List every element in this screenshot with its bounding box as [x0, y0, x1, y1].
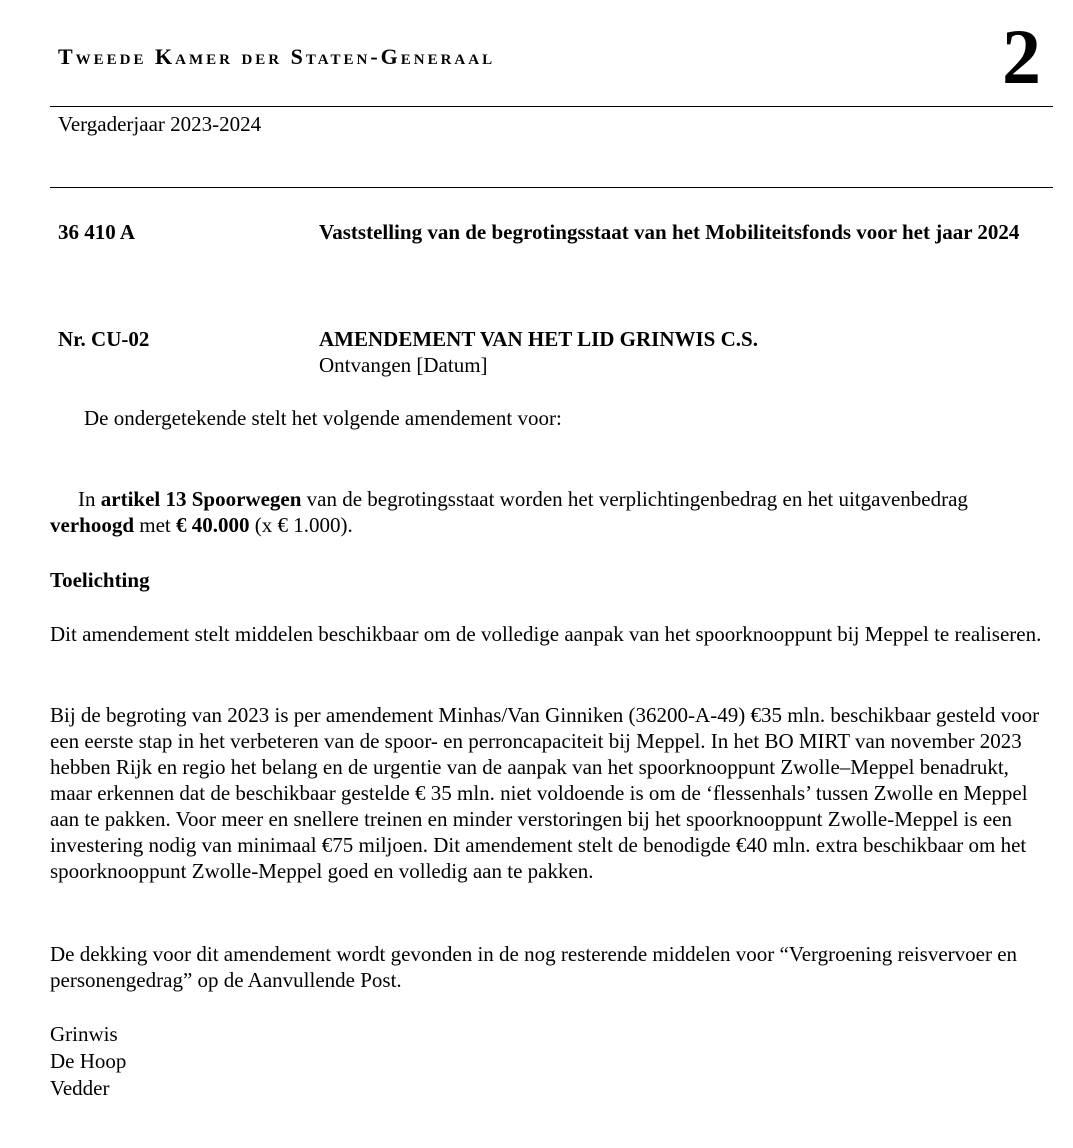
proposal-amount: € 40.000: [176, 513, 250, 537]
signatory-name: Vedder: [50, 1076, 110, 1100]
dossier-title: Vaststelling van de begrotingsstaat van het Mobiliteitsfonds voor het jaar 2024: [319, 220, 1020, 244]
explanation-paragraph: Dit amendement stelt middelen beschikbaar om de volledige aanpak van het spoorknooppunt bij Meppel te realiseren.: [50, 622, 1042, 646]
amendment-title: AMENDEMENT VAN HET LID GRINWIS C.S.: [319, 327, 758, 351]
signatory-name: Grinwis: [50, 1022, 118, 1046]
proposal-text: (x € 1.000).: [249, 513, 353, 537]
dossier-number: 36 410 A: [58, 220, 136, 244]
article-reference: artikel 13 Spoorwegen: [100, 487, 302, 511]
chamber-title: Tweede Kamer der Staten-Generaal: [58, 44, 496, 69]
intro-text: De ondergetekende stelt het volgende amendement voor:: [84, 406, 562, 430]
signatory-name: De Hoop: [50, 1049, 127, 1073]
received-date: Ontvangen [Datum]: [319, 353, 488, 377]
explanation-paragraph: Bij de begroting van 2023 is per amendement Minhas/Van Ginniken (36200-A-49) €35 mln. beschikbaar gesteld voor een eerste stap in het verbeteren van de spoor- en perroncapaciteit bij Meppel. In het BO MIRT van november 2023 hebben Rijk en regio het belang en de urgentie van de aanpak van het spoorknooppunt Zwolle–Meppel benadrukt, maar erkennen dat de beschikbaar gestelde € 35 mln. niet voldoende is om de ‘flessenhals’ tussen Zwolle en Meppel aan te pakken. Voor meer en snellere treinen en minder verstoringen bij het spoorknooppunt Zwolle-Meppel is een investering nodig van minimaal €75 miljoen. Dit amendement stelt de benodigde €40 mln. extra beschikbaar om het spoorknooppunt Zwolle-Meppel goed en volledig aan te pakken.: [50, 703, 1040, 883]
section-divider: [50, 187, 1053, 188]
header-divider: [50, 106, 1053, 107]
page-number: 2: [1002, 13, 1041, 100]
proposal-text: van de begrotingsstaat worden het verplichtingenbedrag en het uitgavenbedrag: [301, 487, 968, 511]
session-year: Vergaderjaar 2023-2024: [58, 112, 262, 136]
proposal-text: met: [134, 513, 176, 537]
explanation-heading: Toelichting: [50, 568, 150, 592]
amendment-number: Nr. CU-02: [58, 327, 150, 351]
proposal-text: In: [78, 487, 101, 511]
proposal-paragraph: [50, 486, 1053, 538]
proposal-action: verhoogd: [50, 513, 134, 537]
explanation-paragraph: De dekking voor dit amendement wordt gevonden in de nog resterende middelen voor “Vergroening reisvervoer en personengedrag” op de Aanvullende Post.: [50, 942, 1018, 992]
